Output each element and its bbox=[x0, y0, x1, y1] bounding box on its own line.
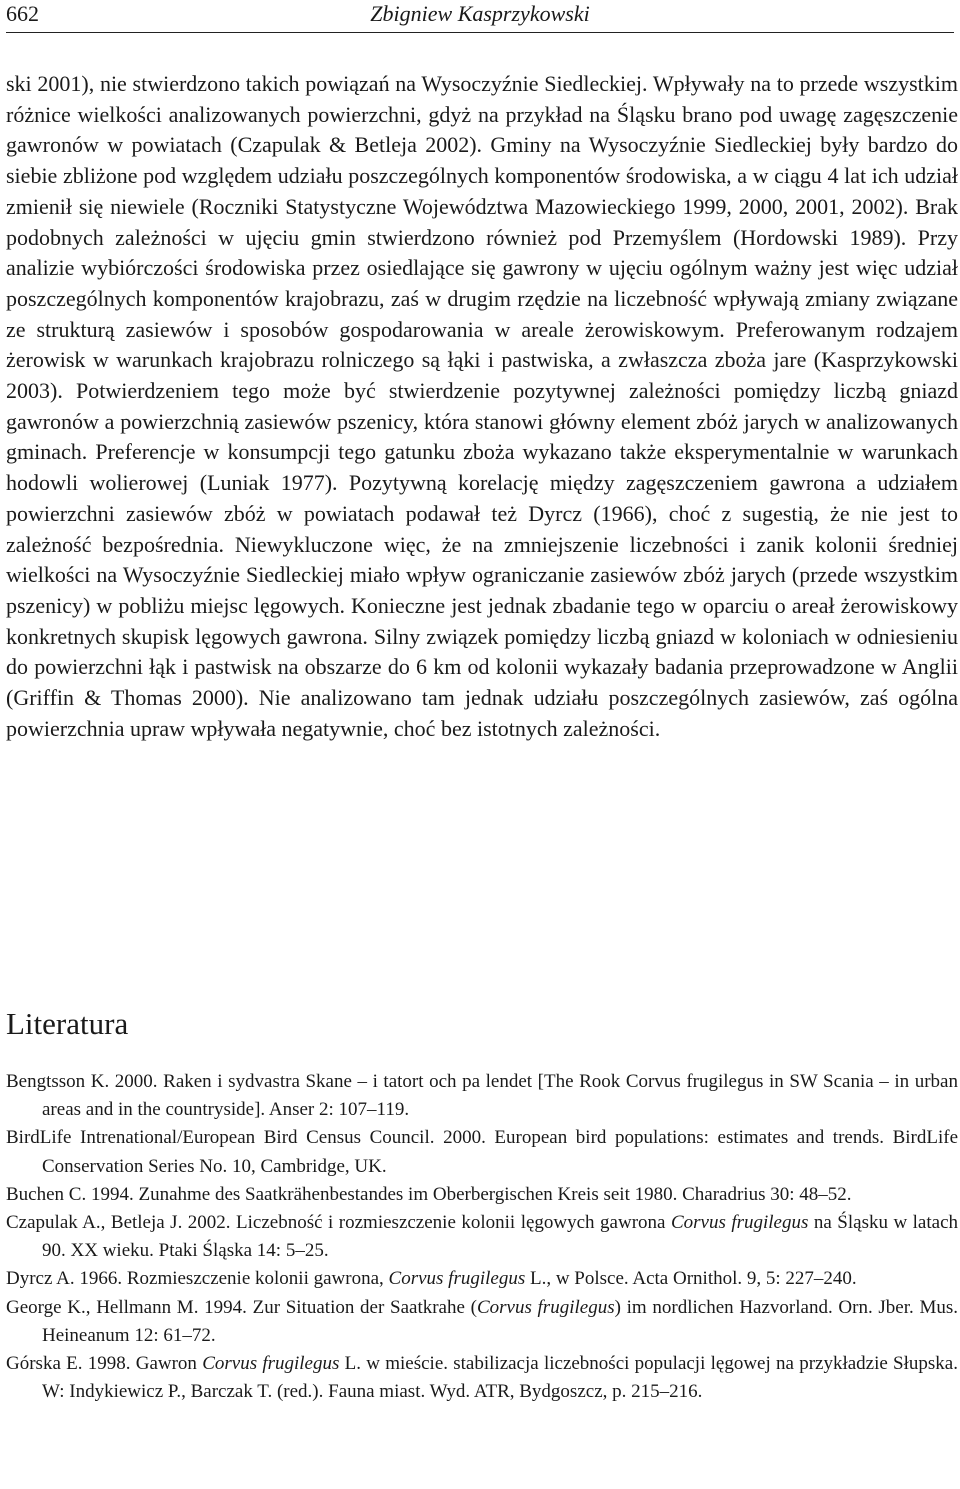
reference-text: BirdLife Intrenational/European Bird Census Council. 2000. European bird populations: estimates and trends. BirdLife Conservation Series No. 10, Cambridge, UK. bbox=[6, 1127, 958, 1177]
reference-text: George K., Hellmann M. 1994. Zur Situation der Saatkrahe ( bbox=[6, 1296, 477, 1318]
reference-species-name: Corvus frugilegus bbox=[670, 1212, 809, 1234]
page-number: 662 bbox=[6, 1, 39, 26]
page-header bbox=[6, 0, 954, 33]
reference-item bbox=[6, 1350, 958, 1406]
reference-text: Górska E. 1998. Gawron bbox=[6, 1353, 203, 1375]
reference-item bbox=[6, 1294, 958, 1350]
reference-text-continued: L., w Polsce. Acta Ornithol. 9, 5: 227–240. bbox=[525, 1268, 857, 1290]
reference-item bbox=[6, 1209, 958, 1265]
reference-text-continued: na Śląsku w latach 90. XX wieku. Ptaki Śląska 14: 5–25. bbox=[42, 1212, 959, 1262]
reference-species-name: Corvus frugilegus bbox=[388, 1268, 526, 1290]
reference-item bbox=[6, 1181, 958, 1209]
section-title-literature: Literatura bbox=[6, 1006, 129, 1041]
reference-item bbox=[6, 1124, 958, 1180]
reference-item bbox=[6, 1068, 958, 1124]
reference-list bbox=[6, 1068, 958, 1406]
reference-species-name: Corvus frugilegus bbox=[476, 1296, 615, 1318]
reference-item bbox=[6, 1265, 958, 1293]
body-paragraph: ski 2001), nie stwierdzono takich powiązań na Wysoczyźnie Siedleckiej. Wpływały na to przede wszystkim różnice wielkości analizowanych powierzchni, gdyż na przykład na Śląsku brano pod uwagę zagęszczenie gawronów w powiatach (Czapulak & Betleja 2002). Gminy na Wysoczyźnie Siedleckiej były bardzo do siebie zbliżone pod względem udziału poszczególnych komponentów środowiska, a w ciągu 4 lat ich udział zmienił się niewiele (Roczniki Statystyczne Województwa Mazowieckiego 1999, 2000, 2001, 2002). Brak podobnych zależności w ujęciu gmin stwierdzono również pod Przemyślem (Hordowski 1989). Przy analizie wybiórczości środowiska przez osiedlające się gawrony w ujęciu ogólnym ważny jest więc udział poszczególnych komponentów krajobrazu, zaś w drugim rzędzie na liczebność wpływają zmiany związane ze strukturą zasiewów i sposobów gospodarowania w areale żerowiskowym. Preferowanym rodzajem żerowisk w warunkach krajobrazu rolniczego są łąki i pastwiska, a zwłaszcza zboża jare (Kasprzykowski 2003). Potwierdzeniem tego może być stwierdzenie pozytywnej zależności pomiędzy liczbą gniazd gawronów a powierzchnią zasiewów pszenicy, która stanowi główny element zbóż jarych w analizowanych gminach. Preferencje w konsumpcji tego gatunku zboża wykazano także eksperymentalnie w warunkach hodowli wolierowej (Luniak 1977). Pozytywną korelację między zagęszczeniem gawrona a udziałem powierzchni zasiewów zbóż w powiatach podawał też Dyrcz (1966), choć z sugestią, że nie jest to zależność bezpośrednia. Niewykluczone więc, że na zmniejszenie liczebności i zanik kolonii średniej wielkości na Wysoczyźnie Siedleckiej miało wpływ ograniczanie zasiewów zbóż jarych (przede wszystkim pszenicy) w pobliżu miejsc lęgowych. Konieczne jest jednak zbadanie tego w oparciu o areał żerowiskowy konkretnych skupisk lęgowych gawrona. Silny związek pomiędzy liczbą gniazd w koloniach w odniesieniu do powierzchni łąk i pastwisk na obszarze do 6 km od kolonii wykazały badania przeprowadzone w Anglii (Griffin & Thomas 2000). Nie analizowano tam jednak udziału poszczególnych zasiewów, zaś ogólna powierzchnia upraw wpływała negatywnie, choć bez istotnych zależności. bbox=[6, 71, 958, 741]
reference-text: Dyrcz A. 1966. Rozmieszczenie kolonii gawrona, bbox=[6, 1268, 389, 1290]
reference-text-continued: ) im nordlichen Hazvorland. Orn. Jber. Mus. Heineanum 12: 61–72. bbox=[42, 1296, 958, 1346]
reference-text: Buchen C. 1994. Zunahme des Saatkrähenbestandes im Oberbergischen Kreis seit 1980. Charadrius 30: 48–52. bbox=[6, 1183, 852, 1205]
running-head-author: Zbigniew Kasprzykowski bbox=[370, 1, 590, 26]
reference-species-name: Corvus frugilegus bbox=[202, 1353, 340, 1375]
reference-text: Bengtsson K. 2000. Raken i sydvastra Skane – i tatort och pa lendet [The Rook Corvus frugilegus in SW Scania – in urban areas and in the countryside]. Anser 2: 107–119. bbox=[6, 1071, 958, 1121]
reference-text: Czapulak A., Betleja J. 2002. Liczebność i rozmieszczenie kolonii lęgowych gawrona bbox=[6, 1212, 671, 1234]
reference-text-continued: L. w mieście. stabilizacja liczebności populacji lęgowej na przykładzie Słupska. W: Indykiewicz P., Barczak T. (red.). Fauna miast. Wyd. ATR, Bydgoszcz, p. 215–216. bbox=[42, 1353, 958, 1403]
